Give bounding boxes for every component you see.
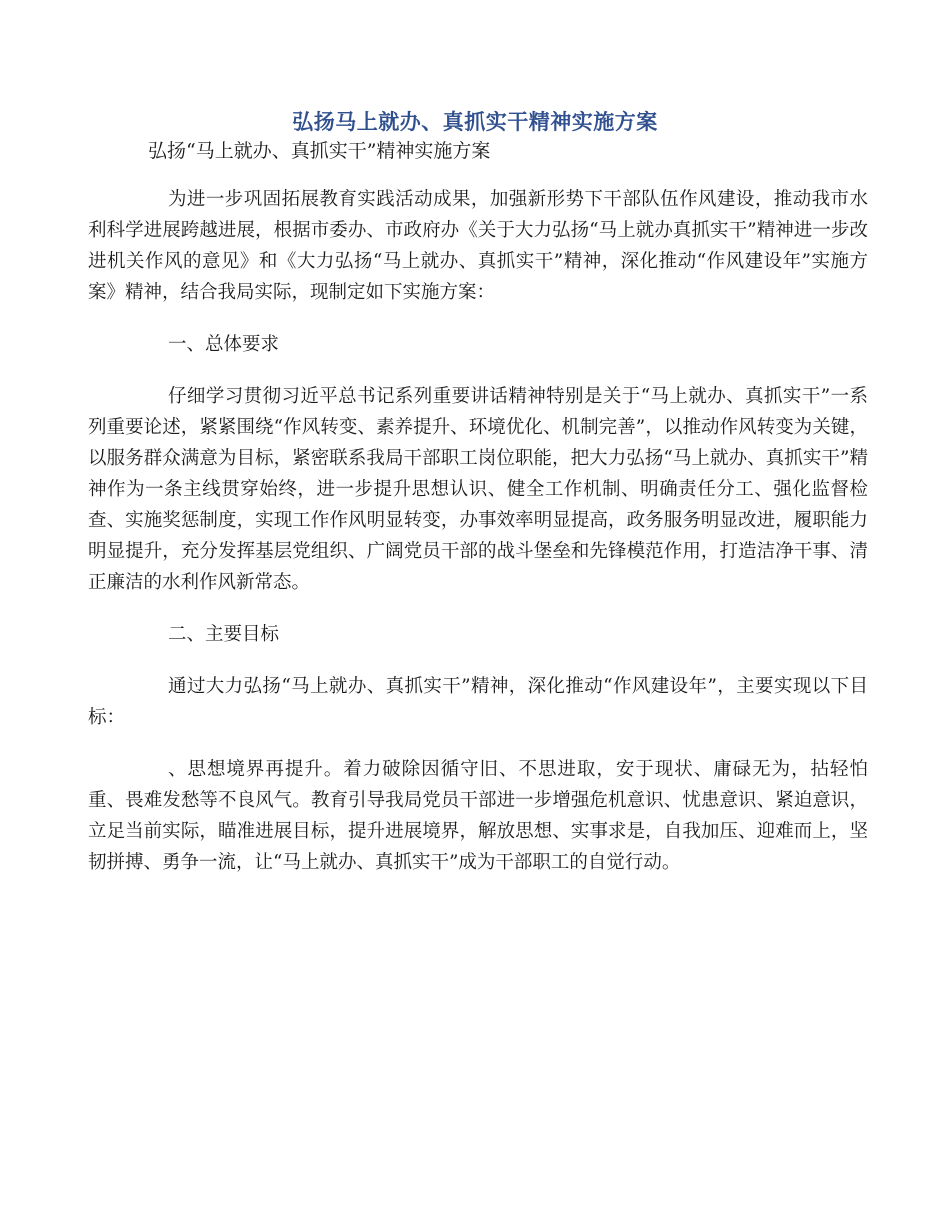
section-paragraph-general-requirements: 仔细学习贯彻习近平总书记系列重要讲话精神特别是关于“马上就办、真抓实干”一系列重要论述，紧紧围绕“作风转变、素养提升、环境优化、机制完善”，以推动作风转变为关键，以服务群众满意为目标，紧密联系我局干部职工岗位职能，把大力弘扬“马上就办、真抓实干”精神作为一条主线贯穿始终，进一步提升思想认识、健全工作机制、明确责任分工、强化监督检查、实施奖惩制度，实现工作作风明显转变，办事效率明显提高，政务服务明显改进，履职能力明显提升，充分发挥基层党组织、广阔党员干部的战斗堡垒和先锋模范作用，打造洁净干事、清正廉洁的水利作风新常态。 [88,386,868,593]
section-paragraph-main-goals: 通过大力弘扬“马上就办、真抓实干”精神，深化推动“作风建设年”，主要实现以下目标： [88,676,868,728]
intro-paragraph: 为进一步巩固拓展教育实践活动成果，加强新形势下干部队伍作风建设，推动我市水利科学进展跨越进展，根据市委办、市政府办《关于大力弘扬“马上就办真抓实干”精神进一步改进机关作风的意见》和《大力弘扬“马上就办、真抓实干”精神，深化推动“作风建设年”实施方案》精神，结合我局实际，现制定如下实施方案： [88,189,868,303]
goal-paragraph-thought: 、思想境界再提升。着力破除因循守旧、不思进取，安于现状、庸碌无为，拈轻怕重、畏难发愁等不良风气。教育引导我局党员干部进一步增强危机意识、忧患意识、紧迫意识，立足当前实际，瞄准进展目标，提升进展境界，解放思想、实事求是，自我加压、迎难而上，坚韧拼搏、勇争一流，让“马上就办、真抓实干”成为干部职工的自觉行动。 [88,759,868,873]
section-heading-main-goals: 二、主要目标 [168,624,280,645]
section-heading-general-requirements: 一、总体要求 [168,334,280,355]
document-subtitle: 弘扬“马上就办、真抓实干”精神实施方案 [148,140,491,162]
document-title: 弘扬马上就办、真抓实干精神实施方案 [292,109,658,134]
document-body [88,184,868,899]
